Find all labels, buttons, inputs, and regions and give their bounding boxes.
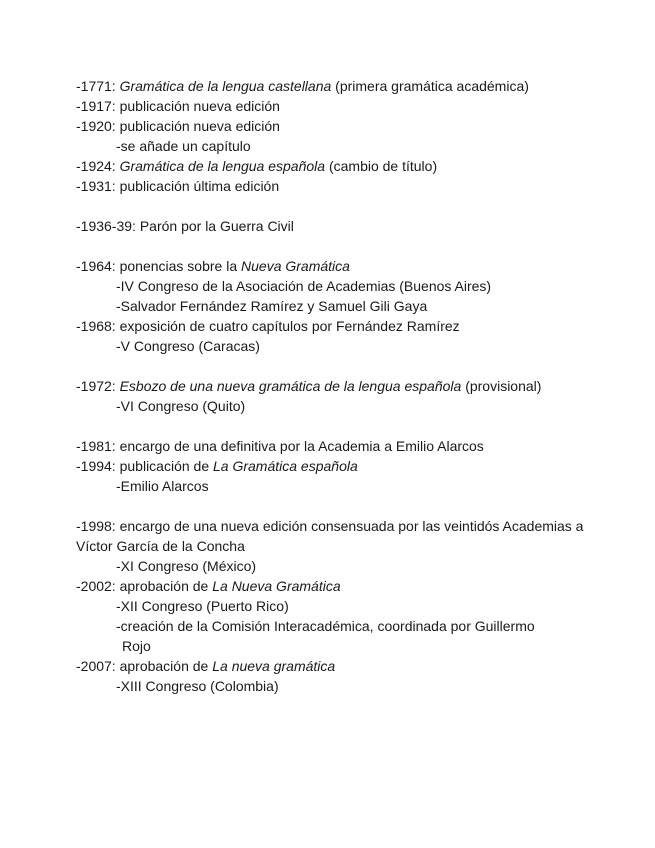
entry-text: exposición de cuatro capítulos por Fernández Ramírez — [119, 318, 460, 334]
entry-text: ponencias sobre la — [119, 258, 238, 274]
entry-1998 — [76, 516, 596, 556]
book-title: La Gramática española — [213, 458, 358, 474]
sub-item: -XIII Congreso (Colombia) — [116, 678, 279, 694]
book-title: Esbozo de una nueva gramática de la lengua española — [119, 378, 462, 394]
entry-year: -1968: — [76, 318, 116, 334]
entry-1920 — [76, 116, 596, 136]
spacer — [76, 236, 596, 256]
entry-1771 — [76, 76, 596, 96]
book-title: La Nueva Gramática — [212, 578, 341, 594]
sub-item-continuation: Rojo — [122, 638, 151, 654]
entry-text: publicación de — [119, 458, 210, 474]
entry-year: -1998: — [76, 518, 116, 534]
entry-year: -1920: — [76, 118, 116, 134]
entry-year: -1964: — [76, 258, 116, 274]
entry-year: -2002: — [76, 578, 116, 594]
entry-year: -1972: — [76, 378, 116, 394]
entry-1968 — [76, 316, 596, 336]
entry-year: -1924: — [76, 158, 116, 174]
sub-item: -VI Congreso (Quito) — [116, 398, 246, 414]
entry-text: publicación nueva edición — [119, 118, 280, 134]
document-body — [76, 76, 596, 696]
spacer — [76, 356, 596, 376]
entry-note: (primera gramática académica) — [335, 78, 529, 94]
entry-text: Parón por la Guerra Civil — [139, 218, 294, 234]
sub-item: -se añade un capítulo — [116, 138, 251, 154]
entry-1972 — [76, 376, 596, 396]
entry-1917 — [76, 96, 596, 116]
entry-note: (cambio de título) — [328, 158, 438, 174]
sub-item: -IV Congreso de la Asociación de Academias (Buenos Aires) — [116, 278, 492, 294]
sub-item: -Salvador Fernández Ramírez y Samuel Gili Gaya — [116, 298, 428, 314]
book-title: Gramática de la lengua castellana — [119, 78, 332, 94]
entry-text: encargo de una nueva edición consensuada por las veintidós Academias a Víctor García de la Concha — [76, 518, 584, 554]
entry-note: (provisional) — [465, 378, 542, 394]
spacer — [76, 196, 596, 216]
entry-year: -2007: — [76, 658, 116, 674]
entry-1924 — [76, 156, 596, 176]
entry-text: publicación nueva edición — [119, 98, 280, 114]
spacer — [76, 416, 596, 436]
sub-item: -creación de la Comisión Interacadémica, coordinada por Guillermo — [116, 618, 535, 634]
entry-year: -1771: — [76, 78, 116, 94]
entry-1964 — [76, 256, 596, 276]
entry-year: -1981: — [76, 438, 116, 454]
entry-1994 — [76, 456, 596, 476]
entry-text: aprobación de — [119, 658, 209, 674]
entry-text: encargo de una definitiva por la Academia a Emilio Alarcos — [119, 438, 484, 454]
entry-year: -1994: — [76, 458, 116, 474]
entry-text: aprobación de — [119, 578, 209, 594]
entry-1931 — [76, 176, 596, 196]
book-title: Gramática de la lengua española — [119, 158, 326, 174]
entry-year: -1936-39: — [76, 218, 136, 234]
sub-item: -XII Congreso (Puerto Rico) — [116, 598, 289, 614]
sub-item: -XI Congreso (México) — [116, 558, 257, 574]
entry-2002 — [76, 576, 596, 596]
entry-2007 — [76, 656, 596, 676]
entry-1936-39 — [76, 216, 596, 236]
entry-year: -1917: — [76, 98, 116, 114]
spacer — [76, 496, 596, 516]
sub-item: -V Congreso (Caracas) — [116, 338, 260, 354]
sub-item: -Emilio Alarcos — [116, 478, 209, 494]
entry-year: -1931: — [76, 178, 116, 194]
entry-1981 — [76, 436, 596, 456]
book-title: La nueva gramática — [212, 658, 336, 674]
entry-text: publicación última edición — [119, 178, 280, 194]
book-title: Nueva Gramática — [241, 258, 350, 274]
